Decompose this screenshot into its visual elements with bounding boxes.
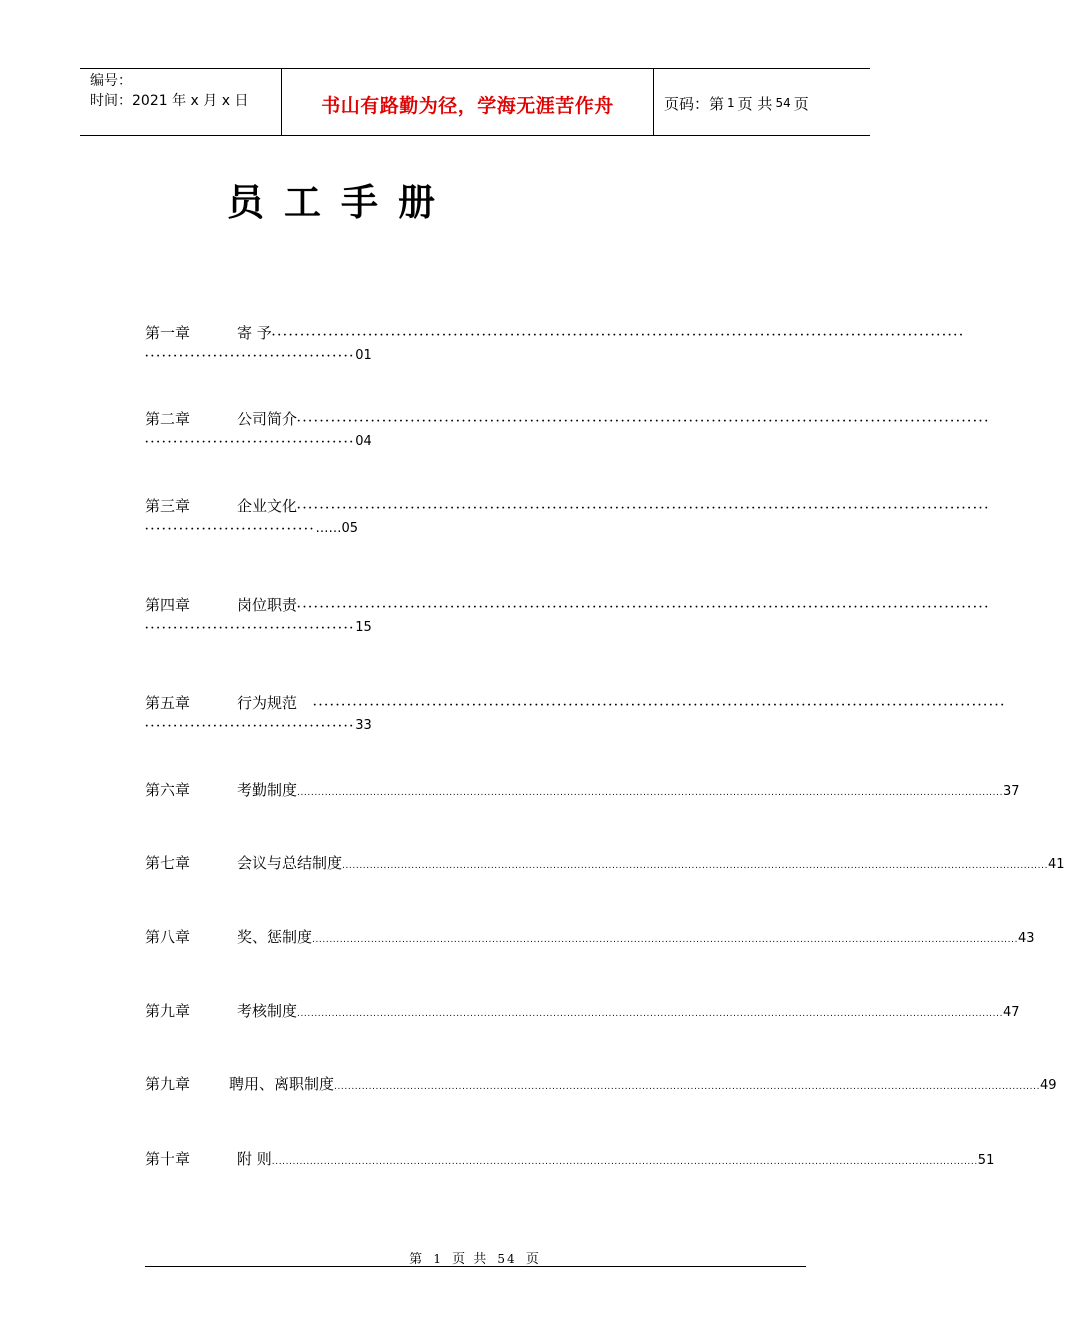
- header-page-mid: 页 共: [737, 94, 773, 113]
- toc-title: 附 则: [237, 1150, 272, 1168]
- toc-entry[interactable]: [145, 1148, 995, 1169]
- toc-page-number: 15: [355, 620, 372, 635]
- toc-page-number: 05: [341, 521, 358, 536]
- toc-leader-dots: ··························································································································: [297, 602, 991, 613]
- toc-chapter: 第四章: [145, 596, 191, 614]
- toc-chapter: 第七章: [145, 854, 191, 872]
- toc-title: 奖、惩制度: [237, 928, 313, 946]
- toc-entry[interactable]: [145, 692, 1007, 742]
- toc-page-number: 51: [977, 1153, 995, 1168]
- toc-leader-dots: ··························································································································: [297, 503, 991, 514]
- toc-chapter: 第十章: [145, 1150, 191, 1168]
- toc-leader-dots: ............................................................................................................................................................................................................: [342, 861, 1049, 871]
- toc-page-number: 43: [1018, 931, 1035, 946]
- header-motto-cell: [282, 69, 654, 135]
- toc-entry[interactable]: [145, 852, 1065, 873]
- toc-leader-dots: ··························································································································: [313, 700, 1007, 711]
- toc-leader-dots: ............................................................................................................................................................................................................: [271, 1157, 978, 1167]
- toc-title: 考核制度: [237, 1002, 298, 1020]
- toc-leader-dots: ............................................................................................................................................................................................................: [297, 788, 1004, 798]
- header-page-cell: [654, 69, 870, 135]
- date-label: 时间：2021 年 x 月 x 日: [90, 93, 249, 109]
- toc-chapter: 第八章: [145, 928, 191, 946]
- page-footer: [0, 1248, 950, 1267]
- toc-entry[interactable]: [145, 1000, 1020, 1021]
- footer-suffix: 页: [525, 1252, 541, 1267]
- toc-entry[interactable]: [145, 594, 991, 644]
- toc-entry[interactable]: [145, 926, 1035, 947]
- toc-title: 寄 予: [237, 324, 272, 342]
- toc-page-number: 37: [1003, 784, 1020, 799]
- toc-leader-dots: ·····································: [145, 721, 356, 732]
- footer-mid: 页 共: [452, 1252, 489, 1267]
- toc-page-prefix-dots: ……: [315, 521, 342, 536]
- toc-chapter: 第九章: [145, 1075, 191, 1093]
- toc-entry[interactable]: [145, 779, 1020, 800]
- toc-entry[interactable]: [145, 1073, 1057, 1094]
- toc-leader-dots: ·····································: [145, 437, 356, 448]
- toc-title: 行为规范: [237, 694, 298, 712]
- header-info-cell: [80, 69, 282, 135]
- toc-page-number: 49: [1040, 1078, 1057, 1093]
- toc-chapter: 第二章: [145, 410, 191, 428]
- toc-page-number: 33: [355, 718, 372, 733]
- toc-title: 企业文化: [237, 497, 298, 515]
- toc-leader-dots: ·····································: [145, 351, 356, 362]
- toc-leader-dots: ·····································: [145, 623, 356, 634]
- footer-prefix: 第: [409, 1252, 425, 1267]
- toc-page-number: 01: [355, 348, 372, 363]
- toc-chapter: 第六章: [145, 781, 191, 799]
- toc-title: 聘用、离职制度: [229, 1075, 335, 1093]
- toc-leader-dots: ............................................................................................................................................................................................................: [312, 935, 1019, 945]
- toc-leader-dots: ............................................................................................................................................................................................................: [334, 1082, 1041, 1092]
- toc-leader-dots: ............................................................................................................................................................................................................: [297, 1009, 1004, 1019]
- toc-title: 岗位职责: [237, 596, 298, 614]
- toc-title: 会议与总结制度: [237, 854, 343, 872]
- toc-title: 公司简介: [237, 410, 298, 428]
- toc-page-number: 47: [1003, 1005, 1020, 1020]
- toc-chapter: 第九章: [145, 1002, 191, 1020]
- footer-page-total: 54: [497, 1252, 517, 1266]
- toc-chapter: 第一章: [145, 324, 191, 342]
- toc-title: 考勤制度: [237, 781, 298, 799]
- header-page-total: 54: [775, 96, 791, 110]
- header-page-prefix: 页码：第: [664, 94, 725, 113]
- toc-leader-dots: ··························································································································: [297, 416, 991, 427]
- toc-entry[interactable]: [145, 408, 991, 458]
- footer-divider: [145, 1266, 806, 1267]
- serial-number-label: 编号：: [90, 73, 132, 89]
- toc-chapter: 第三章: [145, 497, 191, 515]
- toc-entry[interactable]: [145, 322, 965, 372]
- footer-page-current: 1: [433, 1252, 443, 1266]
- header-page-current: 1: [727, 96, 735, 110]
- document-header: [80, 68, 870, 136]
- toc-leader-dots: ··························································································································: [271, 330, 965, 341]
- toc-leader-dots: ······························: [145, 524, 316, 535]
- toc-entry[interactable]: [145, 495, 991, 545]
- toc-page-number: 41: [1048, 857, 1065, 872]
- header-page-suffix: 页: [793, 94, 809, 113]
- toc-page-number: 04: [355, 434, 372, 449]
- toc-chapter: 第五章: [145, 694, 191, 712]
- header-motto: 书山有路勤为径，学海无涯苦作舟: [321, 94, 614, 117]
- document-title: 员工手册: [227, 181, 455, 224]
